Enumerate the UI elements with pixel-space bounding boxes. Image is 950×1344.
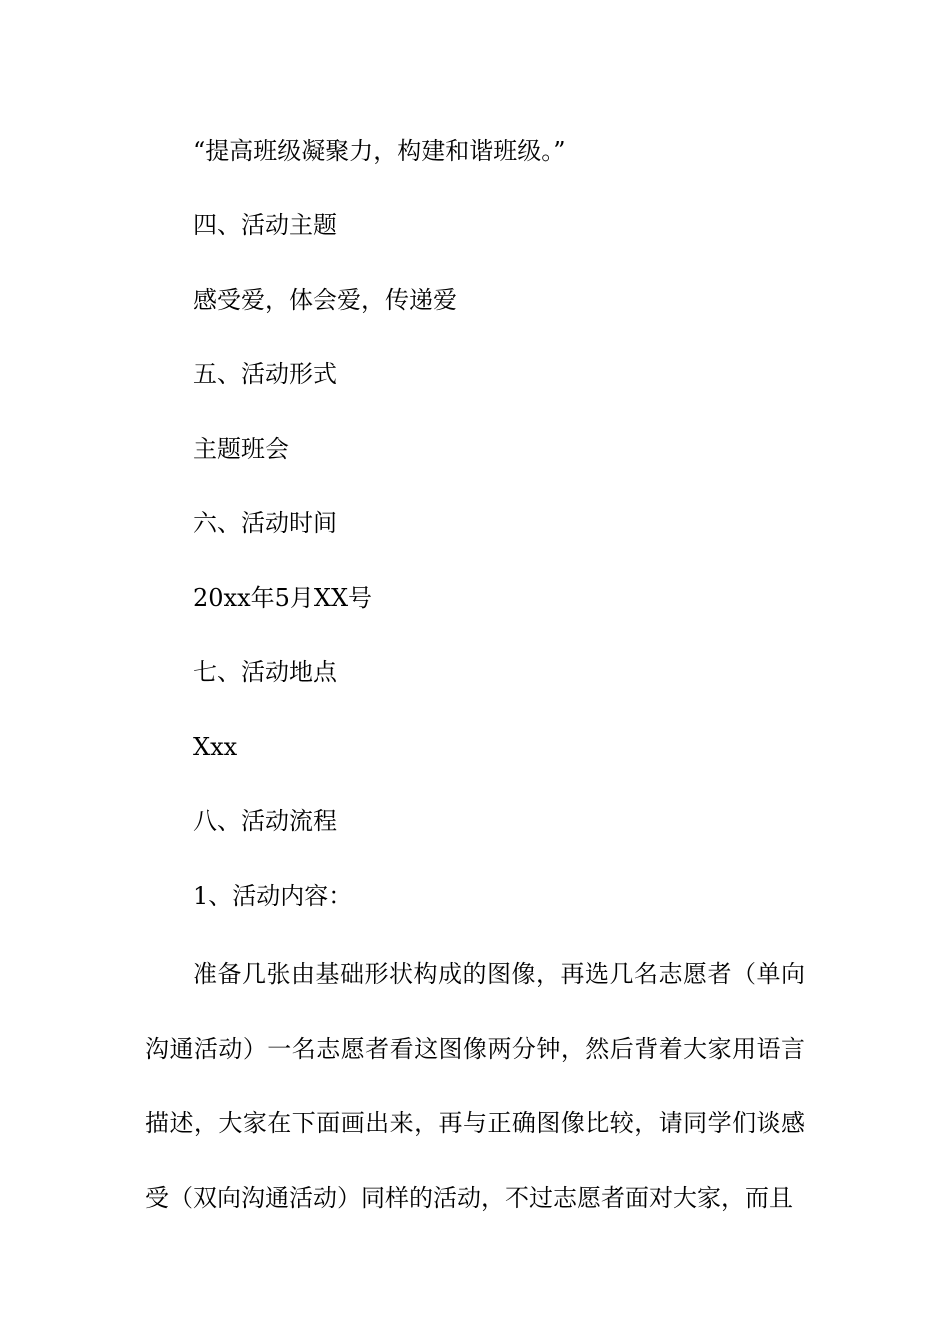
heading-time: 六、活动时间 — [193, 509, 337, 537]
heading-process: 八、活动流程 — [193, 807, 337, 835]
form-text: 主题班会 — [193, 435, 289, 463]
time-text: 20xx年5月XX号 — [193, 584, 373, 612]
theme-text: 感受爱，体会爱，传递爱 — [193, 286, 457, 314]
slogan-text: “提高班级凝聚力，构建和谐班级。” — [193, 137, 566, 165]
body-paragraph: 准备几张由基础形状构成的图像，再选几名志愿者（单向沟通活动）一名志愿者看这图像两分钟，然后背着大家用语言描述，大家在下面画出来，再与正确图像比较，请同学们谈感受（双向沟通活动）同样的活动，不过志愿者面对大家，而且 — [145, 960, 805, 1212]
heading-form: 五、活动形式 — [193, 360, 337, 388]
subheading-content: 1、活动内容： — [193, 882, 353, 910]
heading-location: 七、活动地点 — [193, 658, 337, 686]
location-text: Xxx — [193, 733, 238, 761]
heading-theme: 四、活动主题 — [193, 211, 337, 239]
